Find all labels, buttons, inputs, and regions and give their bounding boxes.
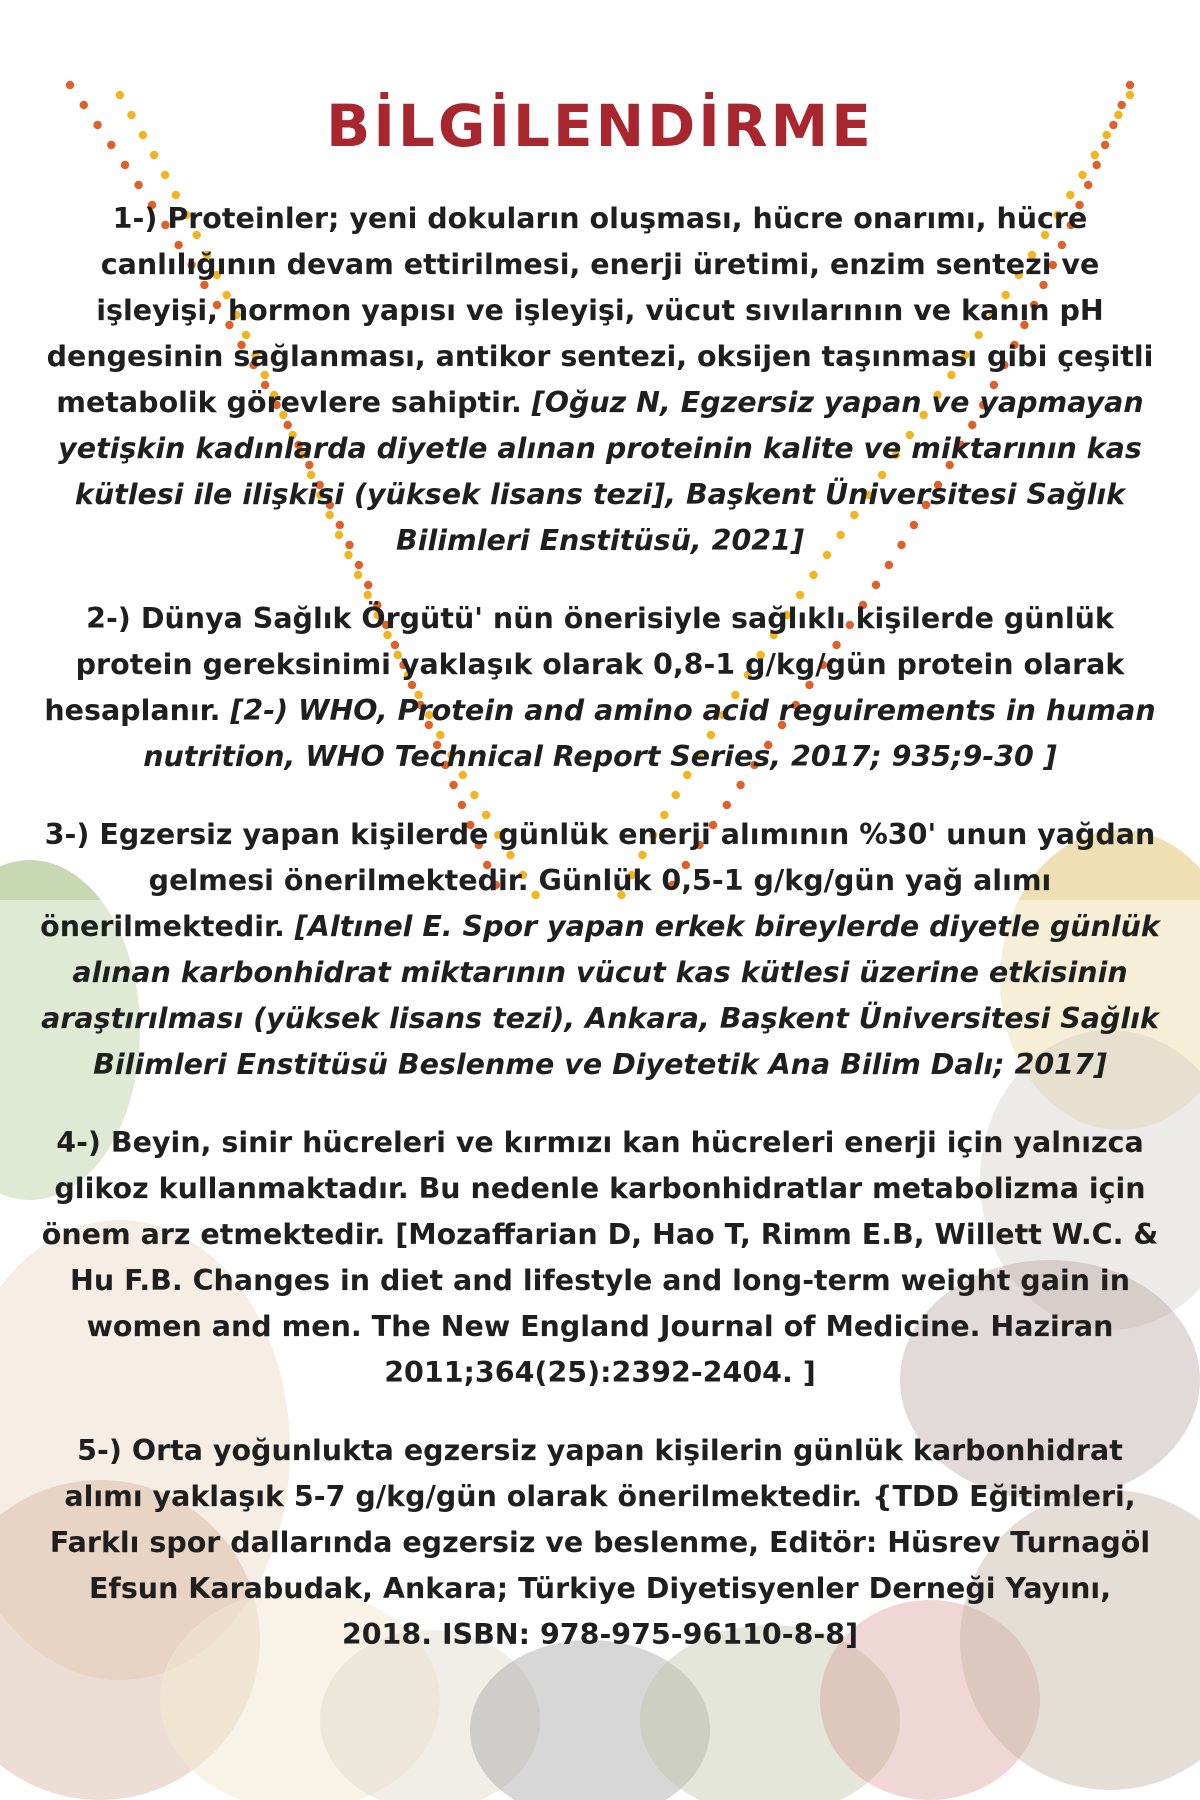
item-text: Beyin, sinir hücreleri ve kırmızı kan hücreleri enerji için yalnızca glikoz kullanmaktadır. Bu nedenle karbonhidratlar metabolizma için önem arz etmektedir. [Mozaffarian D, Hao T, Rimm E.B, Willett W.C. & Hu F.B. Changes in diet and lifestyle and long-term weight gain in women and men. The New England Journal of Medicine. Haziran 2011;364(25):2392-2404. ] <box>41 1126 1159 1389</box>
ornament-dot <box>1078 171 1086 179</box>
info-list <box>40 196 1160 1690</box>
info-item-3 <box>40 812 1160 1088</box>
item-text: Dünya Sağlık Örgütü' nün önerisiyle sağlıklı kişilerde günlük protein gereksinimi yaklaşık olarak 0,8-1 g/kg/gün protein olarak hesaplanır. <box>44 602 1125 727</box>
ornament-dot <box>134 181 142 189</box>
item-text: Orta yoğunlukta egzersiz yapan kişilerin günlük karbonhidrat alımı yaklaşık 5-7 g/kg/gün olarak önerilmektedir. {TDD Eğitimleri, Farklı spor dallarında egzersiz ve beslenme, Editör: Hüsrev Turnagöl Efsun Karabudak, Ankara; Türkiye Diyetisyenler Derneği Yayını, 2018. ISBN: 978-975-96110-8-8] <box>49 1434 1151 1651</box>
item-text: Proteinler; yeni dokuların oluşması, hücre onarımı, hücre canlılığının devam ettirilmesi, enerji üretimi, enzim sentezi ve işleyişi, hormon yapısı ve işleyişi, vücut sıvılarının ve kanın pH dengesinin sağlanması, antikor sentezi, oksijen taşınması gibi çeşitli metabolik görevlere sahiptir. <box>46 202 1154 419</box>
ornament-dot <box>1093 161 1101 169</box>
item-number: 4-) <box>56 1126 101 1159</box>
item-text: Egzersiz yapan kişilerde günlük enerji alımının %30' unun yağdan gelmesi önerilmektedir. Günlük 0,5-1 g/kg/gün yağ alımı önerilmektedir. <box>40 818 1156 943</box>
item-number: 2-) <box>86 602 131 635</box>
ornament-dot <box>1084 181 1092 189</box>
ornament-dot <box>161 171 169 179</box>
info-item-2 <box>40 596 1160 780</box>
page-title: BİLGİLENDİRME <box>326 92 874 160</box>
info-item-1 <box>40 196 1160 564</box>
item-number: 3-) <box>44 818 90 851</box>
ornament-dot <box>121 161 129 169</box>
item-number: 1-) <box>112 202 158 235</box>
item-number: 5-) <box>77 1434 122 1467</box>
ornament-dot <box>66 81 74 89</box>
ornament-dot <box>1126 81 1134 89</box>
item-reference: [2-) WHO, Protein and amino acid reguirements in human nutrition, WHO Technical Report Series, 2017; 935;9-30 ] <box>143 694 1156 773</box>
item-reference: [Oğuz N, Egzersiz yapan ve yapmayan yetişkin kadınlarda diyetle alınan proteinin kalite ve miktarının kas kütlesi ile ilişkisi (yüksek lisans tezi], Başkent Üniversitesi Sağlık Bilimleri Enstitüsü, 2021] <box>58 386 1144 557</box>
item-reference: [Altınel E. Spor yapan erkek bireylerde diyetle günlük alınan karbonhidrat miktarının vücut kas kütlesi üzerine etkisinin araştırılması (yüksek lisans tezi), Ankara, Başkent Üniversitesi Sağlık Bilimleri Enstitüsü Beslenme ve Diyetetik Ana Bilim Dalı; 2017] <box>41 910 1160 1081</box>
info-item-4 <box>40 1120 1160 1396</box>
info-item-5 <box>40 1428 1160 1658</box>
